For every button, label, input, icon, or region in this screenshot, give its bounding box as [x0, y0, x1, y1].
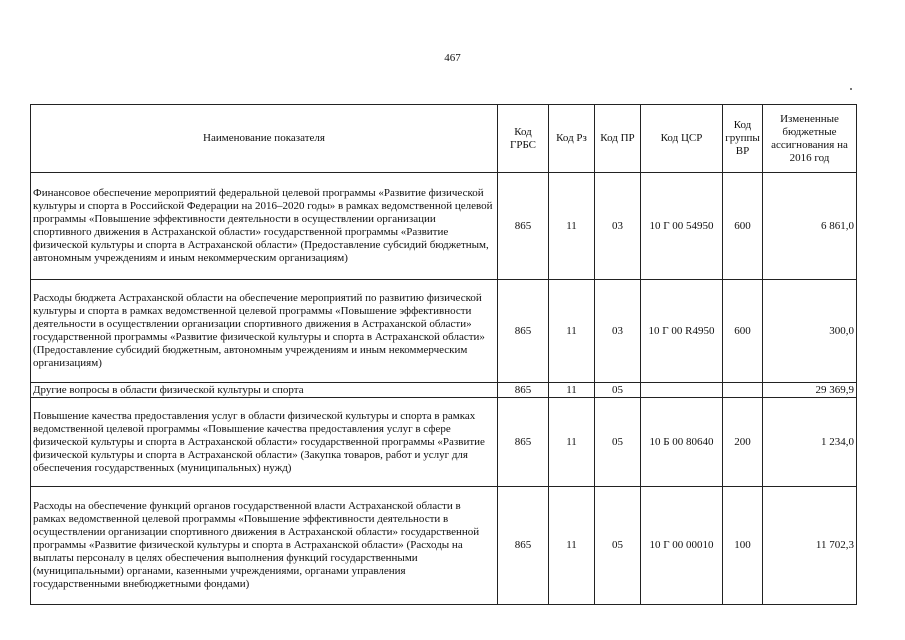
row-grbs: 865 [498, 398, 549, 487]
scan-dot [850, 88, 852, 90]
row-rz: 11 [549, 398, 595, 487]
row-amount: 11 702,3 [763, 487, 857, 605]
row-amount: 1 234,0 [763, 398, 857, 487]
row-vr [723, 383, 763, 398]
row-rz: 11 [549, 383, 595, 398]
row-vr: 100 [723, 487, 763, 605]
row-amount: 6 861,0 [763, 173, 857, 280]
table-row [31, 398, 857, 487]
row-csr: 10 Б 00 80640 [641, 398, 723, 487]
row-vr: 600 [723, 173, 763, 280]
row-name: Другие вопросы в области физической культуры и спорта [31, 383, 498, 398]
row-csr: 10 Г 00 00010 [641, 487, 723, 605]
table-row [31, 487, 857, 605]
row-grbs: 865 [498, 383, 549, 398]
row-vr: 200 [723, 398, 763, 487]
page-number: 467 [444, 52, 461, 64]
header-name: Наименование показателя [31, 105, 498, 173]
row-amount: 29 369,9 [763, 383, 857, 398]
row-pr: 05 [595, 398, 641, 487]
table-row [31, 280, 857, 383]
row-grbs: 865 [498, 173, 549, 280]
table-header [31, 105, 857, 173]
row-pr: 03 [595, 280, 641, 383]
row-rz: 11 [549, 487, 595, 605]
row-amount: 300,0 [763, 280, 857, 383]
header-grbs: Код ГРБС [498, 105, 549, 173]
row-csr: 10 Г 00 54950 [641, 173, 723, 280]
row-name: Финансовое обеспечение мероприятий федеральной целевой программы «Развитие физической культуры и спорта в Российской Федерации на 2016–2020 годы» в рамках ведомственной целевой программы «Повышение эффективности деятельности в осуществлении организации спортивного движения в Астраханской области» государственной программы «Развитие физической культуры и спорта в Астраханской области» (Предоставление субсидий бюджетным, автономным учреждениям и иным некоммерческим организациям) [31, 173, 498, 280]
header-rz: Код Рз [549, 105, 595, 173]
row-pr: 05 [595, 487, 641, 605]
row-grbs: 865 [498, 280, 549, 383]
row-pr: 05 [595, 383, 641, 398]
row-rz: 11 [549, 280, 595, 383]
row-vr: 600 [723, 280, 763, 383]
header-vr: Код группы ВР [723, 105, 763, 173]
row-csr [641, 383, 723, 398]
header-amount: Измененные бюджетные ассигнования на 2016 год [763, 105, 857, 173]
header-row [31, 105, 857, 173]
table-body [31, 173, 857, 605]
header-csr: Код ЦСР [641, 105, 723, 173]
row-csr: 10 Г 00 R4950 [641, 280, 723, 383]
table-row [31, 173, 857, 280]
budget-table [30, 104, 857, 605]
row-name: Расходы бюджета Астраханской области на обеспечение мероприятий по развитию физической культуры и спорта в рамках ведомственной целевой программы «Повышение эффективности деятельности в осуществлении организации спортивного движения в Астраханской области» государственной программы «Развитие физической культуры и спорта в Астраханской области» (Предоставление субсидий бюджетным, автономным учреждениям и иным некоммерческим организациям) [31, 280, 498, 383]
row-name: Расходы на обеспечение функций органов государственной власти Астраханской области в рамках ведомственной целевой программы «Повышение эффективности деятельности в осуществлении организации спортивного движения в Астраханской области» государственной программы «Развитие физической культуры и спорта в Астраханской области» (Расходы на выплаты персоналу в целях обеспечения выполнения функций государственными (муниципальными) органами, казенными учреждениями, органами управления государственными внебюджетными фондами) [31, 487, 498, 605]
header-pr: Код ПР [595, 105, 641, 173]
table-row [31, 383, 857, 398]
row-pr: 03 [595, 173, 641, 280]
row-rz: 11 [549, 173, 595, 280]
row-name: Повышение качества предоставления услуг в области физической культуры и спорта в рамках ведомственной целевой программы «Повышение качества предоставления услуг в сфере физической культуры и спорта в Астраханской области» государственной программы «Развитие физической культуры и спорта в Астраханской области» (Закупка товаров, работ и услуг для обеспечения государственных (муниципальных) нужд) [31, 398, 498, 487]
row-grbs: 865 [498, 487, 549, 605]
